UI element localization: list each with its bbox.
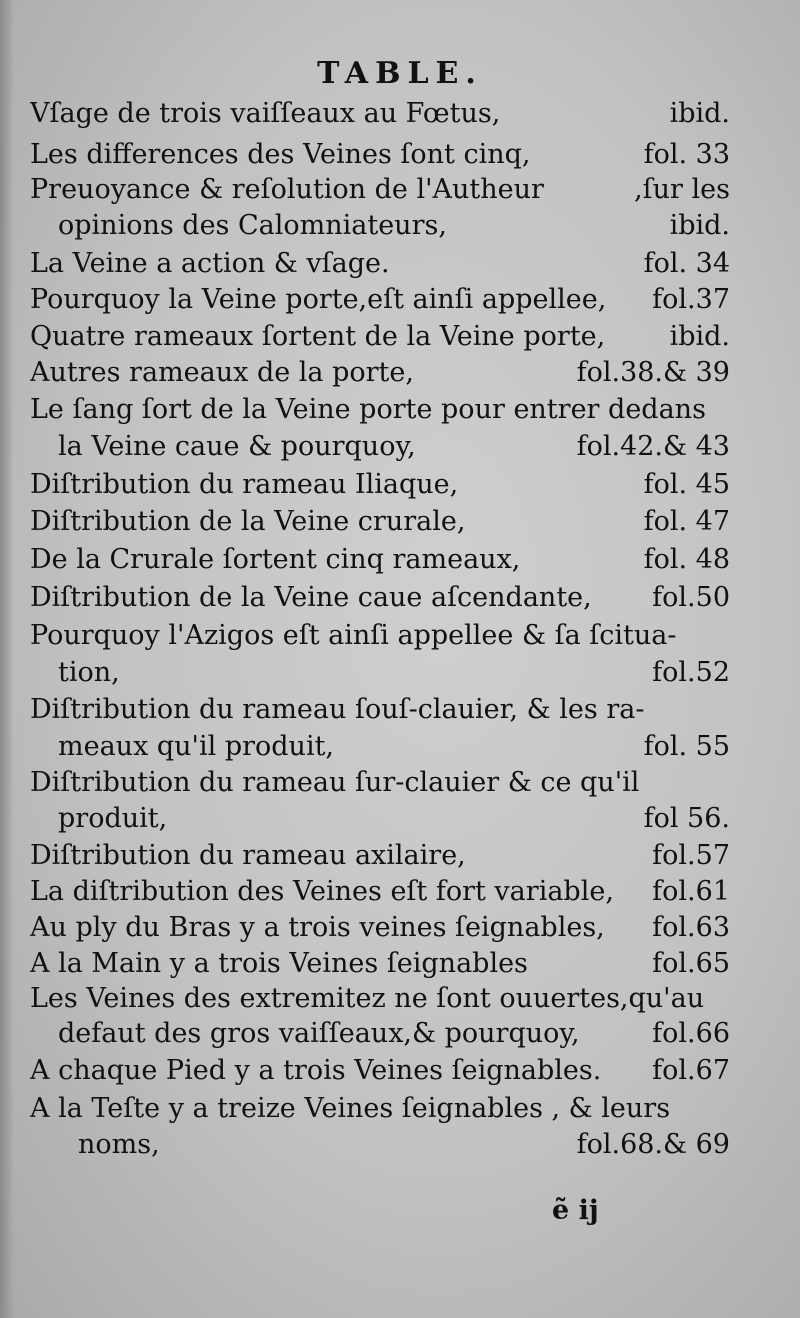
page-title: TABLE. [317, 56, 483, 91]
toc-entry [30, 174, 730, 214]
entry-text: De la Crurale ſortent cinq rameaux, [30, 544, 521, 575]
toc-entry [30, 98, 730, 138]
entry-text: Diſtribution du rameau ſur-clauier & ce qu'il [30, 767, 640, 798]
toc-entry [30, 582, 730, 622]
toc-entry [30, 544, 730, 584]
toc-entry-continuation [58, 210, 730, 250]
toc-entry [30, 983, 730, 1023]
toc-entry [30, 912, 730, 952]
toc-entry [30, 948, 730, 988]
entry-text: la Veine caue & pourquoy, [58, 431, 416, 462]
folio-reference: fol. 47 [643, 506, 730, 537]
toc-entry [30, 620, 730, 660]
entry-text: Les Veines des extremitez ne ſont ouuertes,qu'au [30, 983, 705, 1014]
signature-mark: ẽ ij [552, 1195, 599, 1226]
entry-text: defaut des gros vaiſſeaux,& pourquoy, [58, 1018, 580, 1049]
toc-entry-continuation [58, 1018, 730, 1058]
toc-entry [30, 284, 730, 324]
folio-reference: ibid. [669, 321, 730, 352]
toc-entry [30, 876, 730, 916]
toc-entry [30, 1055, 730, 1095]
folio-reference: fol.52 [652, 657, 730, 688]
folio-reference: ibid. [669, 98, 730, 129]
folio-reference: fol 56. [643, 803, 730, 834]
entry-text: Preuoyance & reſolution de l'Autheur [30, 174, 544, 205]
entry-text: Au ply du Bras y a trois veines ſeignables, [30, 912, 605, 943]
entry-text: Diſtribution du rameau Iliaque, [30, 469, 459, 500]
toc-entry [30, 357, 730, 397]
toc-entry-continuation [58, 803, 730, 843]
folio-reference: fol.38.& 39 [576, 357, 730, 388]
toc-entry [30, 469, 730, 509]
folio-reference: ibid. [669, 210, 730, 241]
toc-entry [30, 1093, 730, 1133]
toc-entry [30, 694, 730, 734]
entry-text: Pourquoy l'Azigos eſt ainſi appellee & ſa ſcitua- [30, 620, 677, 651]
entry-text: A la Main y a trois Veines ſeignables [30, 948, 528, 979]
entry-text: Diſtribution de la Veine caue aſcendante, [30, 582, 592, 613]
folio-reference: fol. 55 [643, 731, 730, 762]
folio-reference: fol. 34 [643, 248, 730, 279]
entry-text: meaux qu'il produit, [58, 731, 335, 762]
entry-text: La diſtribution des Veines eſt fort variable, [30, 876, 614, 907]
folio-reference: fol.65 [652, 948, 730, 979]
toc-entry [30, 767, 730, 807]
folio-reference: fol.37 [652, 284, 730, 315]
entry-text: noms, [78, 1129, 160, 1160]
folio-reference: fol.57 [652, 840, 730, 871]
folio-reference: fol. 45 [643, 469, 730, 500]
entry-text: Diſtribution de la Veine crurale, [30, 506, 466, 537]
entry-text: produit, [58, 803, 168, 834]
toc-entry [30, 394, 730, 434]
entry-text: Diſtribution du rameau ſouſ-clauier, & les ra- [30, 694, 645, 725]
toc-entry-continuation [78, 1129, 730, 1169]
entry-text: Vſage de trois vaiſſeaux au Fœtus, [30, 98, 501, 129]
folio-reference: fol.67 [652, 1055, 730, 1086]
entry-text: Quatre rameaux ſortent de la Veine porte, [30, 321, 606, 352]
folio-reference: fol. 48 [643, 544, 730, 575]
folio-reference: fol.61 [652, 876, 730, 907]
folio-reference: fol.42.& 43 [576, 431, 730, 462]
entry-text: tion, [58, 657, 120, 688]
folio-reference: fol. 33 [643, 139, 730, 170]
folio-reference: fol.66 [652, 1018, 730, 1049]
toc-entry [30, 840, 730, 880]
toc-entry-continuation [58, 431, 730, 471]
entry-text: Les differences des Veines ſont cinq, [30, 139, 531, 170]
folio-reference: fol.63 [652, 912, 730, 943]
entry-text: A chaque Pied y a trois Veines ſeignables. [30, 1055, 602, 1086]
entry-text: La Veine a action & vſage. [30, 248, 390, 279]
toc-entry-continuation [58, 657, 730, 697]
toc-entry [30, 321, 730, 361]
entry-text: Pourquoy la Veine porte,eſt ainſi appellee, [30, 284, 607, 315]
toc-entry [30, 139, 730, 179]
toc-entry [30, 506, 730, 546]
toc-entry [30, 248, 730, 288]
folio-reference: fol.50 [652, 582, 730, 613]
entry-text: A la Teſte y a treize Veines ſeignables , & leurs [30, 1093, 671, 1124]
entry-text: Le ſang ſort de la Veine porte pour entrer dedans [30, 394, 706, 425]
toc-entry-continuation [58, 731, 730, 771]
entry-text: opinions des Calomniateurs, [58, 210, 447, 241]
entry-text: Autres rameaux de la porte, [30, 357, 414, 388]
folio-reference: fol.68.& 69 [576, 1129, 730, 1160]
entry-text: Diſtribution du rameau axilaire, [30, 840, 466, 871]
folio-reference: ,ſur les [634, 174, 730, 205]
